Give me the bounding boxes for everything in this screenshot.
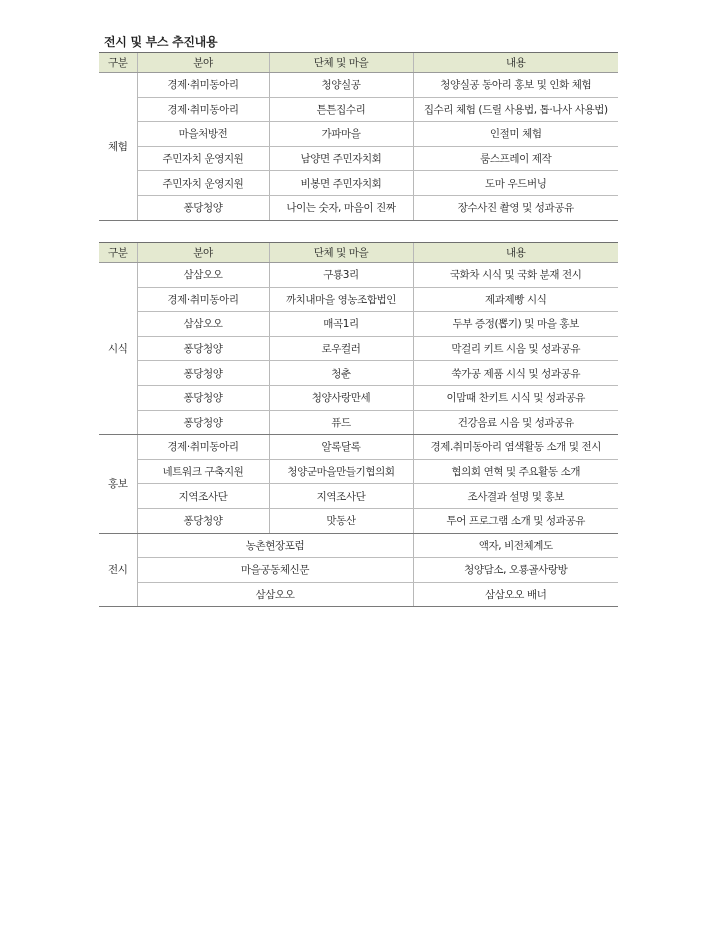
content-cell: 액자, 비전체계도 xyxy=(413,533,618,558)
content-cell: 인절미 체험 xyxy=(413,122,618,147)
content-cell: 경제.취미동아리 염색활동 소개 및 전시 xyxy=(413,435,618,460)
content-cell: 장수사진 촬영 및 성과공유 xyxy=(413,195,618,220)
group-cell: 비봉면 주민자치회 xyxy=(269,171,413,196)
group-cell: 지역조사단 xyxy=(269,484,413,509)
table-row xyxy=(99,195,618,220)
field-cell: 네트워크 구축지원 xyxy=(137,459,269,484)
group-cell: 청춘 xyxy=(269,361,413,386)
header-group: 단체 및 마을 xyxy=(269,53,413,73)
content-cell: 쑥가공 제품 시식 및 성과공유 xyxy=(413,361,618,386)
header-category: 구분 xyxy=(99,53,137,73)
field-cell: 퐁당청양 xyxy=(137,336,269,361)
category-cell: 홍보 xyxy=(99,435,137,533)
table-row xyxy=(99,558,618,583)
content-cell: 청양담소, 오룡골사랑방 xyxy=(413,558,618,583)
table-row xyxy=(99,459,618,484)
header-field: 분야 xyxy=(137,243,269,263)
field-cell: 퐁당청양 xyxy=(137,508,269,533)
table-row xyxy=(99,582,618,607)
table-row xyxy=(99,508,618,533)
content-cell: 이맘때 찬키트 시식 및 성과공유 xyxy=(413,385,618,410)
table-row xyxy=(99,361,618,386)
field-cell: 경제·취미동아리 xyxy=(137,287,269,312)
field-cell: 주민자치 운영지원 xyxy=(137,146,269,171)
group-cell: 남양면 주민자치회 xyxy=(269,146,413,171)
table-row xyxy=(99,146,618,171)
content-cell: 투어 프로그램 소개 및 성과공유 xyxy=(413,508,618,533)
experience-table xyxy=(99,52,618,221)
content-cell: 국화차 시식 및 국화 분재 전시 xyxy=(413,263,618,288)
field-cell: 경제·취미동아리 xyxy=(137,97,269,122)
group-cell: 튼튼집수리 xyxy=(269,97,413,122)
table-row xyxy=(99,97,618,122)
group-cell: 구룡3리 xyxy=(269,263,413,288)
table-row xyxy=(99,122,618,147)
group-cell: 알록달록 xyxy=(269,435,413,460)
group-cell: 청양실공 xyxy=(269,73,413,98)
content-cell: 도마 우드버닝 xyxy=(413,171,618,196)
group-cell: 매곡1리 xyxy=(269,312,413,337)
table-row xyxy=(99,263,618,288)
section-title: 전시 및 부스 추진내용 xyxy=(104,35,218,49)
group-cell: 나이는 숫자, 마음이 진짜 xyxy=(269,195,413,220)
table-row xyxy=(99,171,618,196)
group-cell: 농촌현장포럼 xyxy=(137,533,413,558)
content-cell: 집수리 체험 (드릴 사용법, 톱·나사 사용법) xyxy=(413,97,618,122)
header-content: 내용 xyxy=(413,243,618,263)
field-cell: 퐁당청양 xyxy=(137,410,269,435)
field-cell: 마을처방전 xyxy=(137,122,269,147)
field-cell: 지역조사단 xyxy=(137,484,269,509)
content-cell: 룸스프레이 제작 xyxy=(413,146,618,171)
group-cell: 청양사랑만세 xyxy=(269,385,413,410)
field-cell: 퐁당청양 xyxy=(137,361,269,386)
table-row xyxy=(99,287,618,312)
header-group: 단체 및 마을 xyxy=(269,243,413,263)
content-cell: 막걸리 키트 시음 및 성과공유 xyxy=(413,336,618,361)
group-cell: 삼삼오오 xyxy=(137,582,413,607)
field-cell: 주민자치 운영지원 xyxy=(137,171,269,196)
table-row xyxy=(99,533,618,558)
table-row xyxy=(99,73,618,98)
group-cell: 마을공동체신문 xyxy=(137,558,413,583)
field-cell: 삼삼오오 xyxy=(137,312,269,337)
field-cell: 경제·취미동아리 xyxy=(137,435,269,460)
content-cell: 두부 증정(뽑기) 및 마을 홍보 xyxy=(413,312,618,337)
tasting-promotion-exhibition-table xyxy=(99,242,618,607)
table-row xyxy=(99,312,618,337)
field-cell: 퐁당청양 xyxy=(137,195,269,220)
group-cell: 까치내마을 영농조합법인 xyxy=(269,287,413,312)
content-cell: 삼삼오오 배너 xyxy=(413,582,618,607)
category-cell: 체험 xyxy=(99,73,137,221)
content-cell: 청양실공 동아리 홍보 및 인화 체험 xyxy=(413,73,618,98)
field-cell: 퐁당청양 xyxy=(137,385,269,410)
category-cell: 시식 xyxy=(99,263,137,435)
category-cell: 전시 xyxy=(99,533,137,607)
table-row xyxy=(99,435,618,460)
table-row xyxy=(99,385,618,410)
header-row xyxy=(99,243,618,263)
group-cell: 로우컬러 xyxy=(269,336,413,361)
content-cell: 제과제빵 시식 xyxy=(413,287,618,312)
field-cell: 삼삼오오 xyxy=(137,263,269,288)
header-category: 구분 xyxy=(99,243,137,263)
content-cell: 협의회 연혁 및 주요활동 소개 xyxy=(413,459,618,484)
group-cell: 가파마을 xyxy=(269,122,413,147)
field-cell: 경제·취미동아리 xyxy=(137,73,269,98)
group-cell: 맛동산 xyxy=(269,508,413,533)
group-cell: 청양군마을만들기협의회 xyxy=(269,459,413,484)
table-row xyxy=(99,410,618,435)
table-row xyxy=(99,484,618,509)
group-cell: 퓨드 xyxy=(269,410,413,435)
header-row xyxy=(99,53,618,73)
content-cell: 건강음료 시음 및 성과공유 xyxy=(413,410,618,435)
header-field: 분야 xyxy=(137,53,269,73)
table-row xyxy=(99,336,618,361)
content-cell: 조사결과 설명 및 홍보 xyxy=(413,484,618,509)
header-content: 내용 xyxy=(413,53,618,73)
